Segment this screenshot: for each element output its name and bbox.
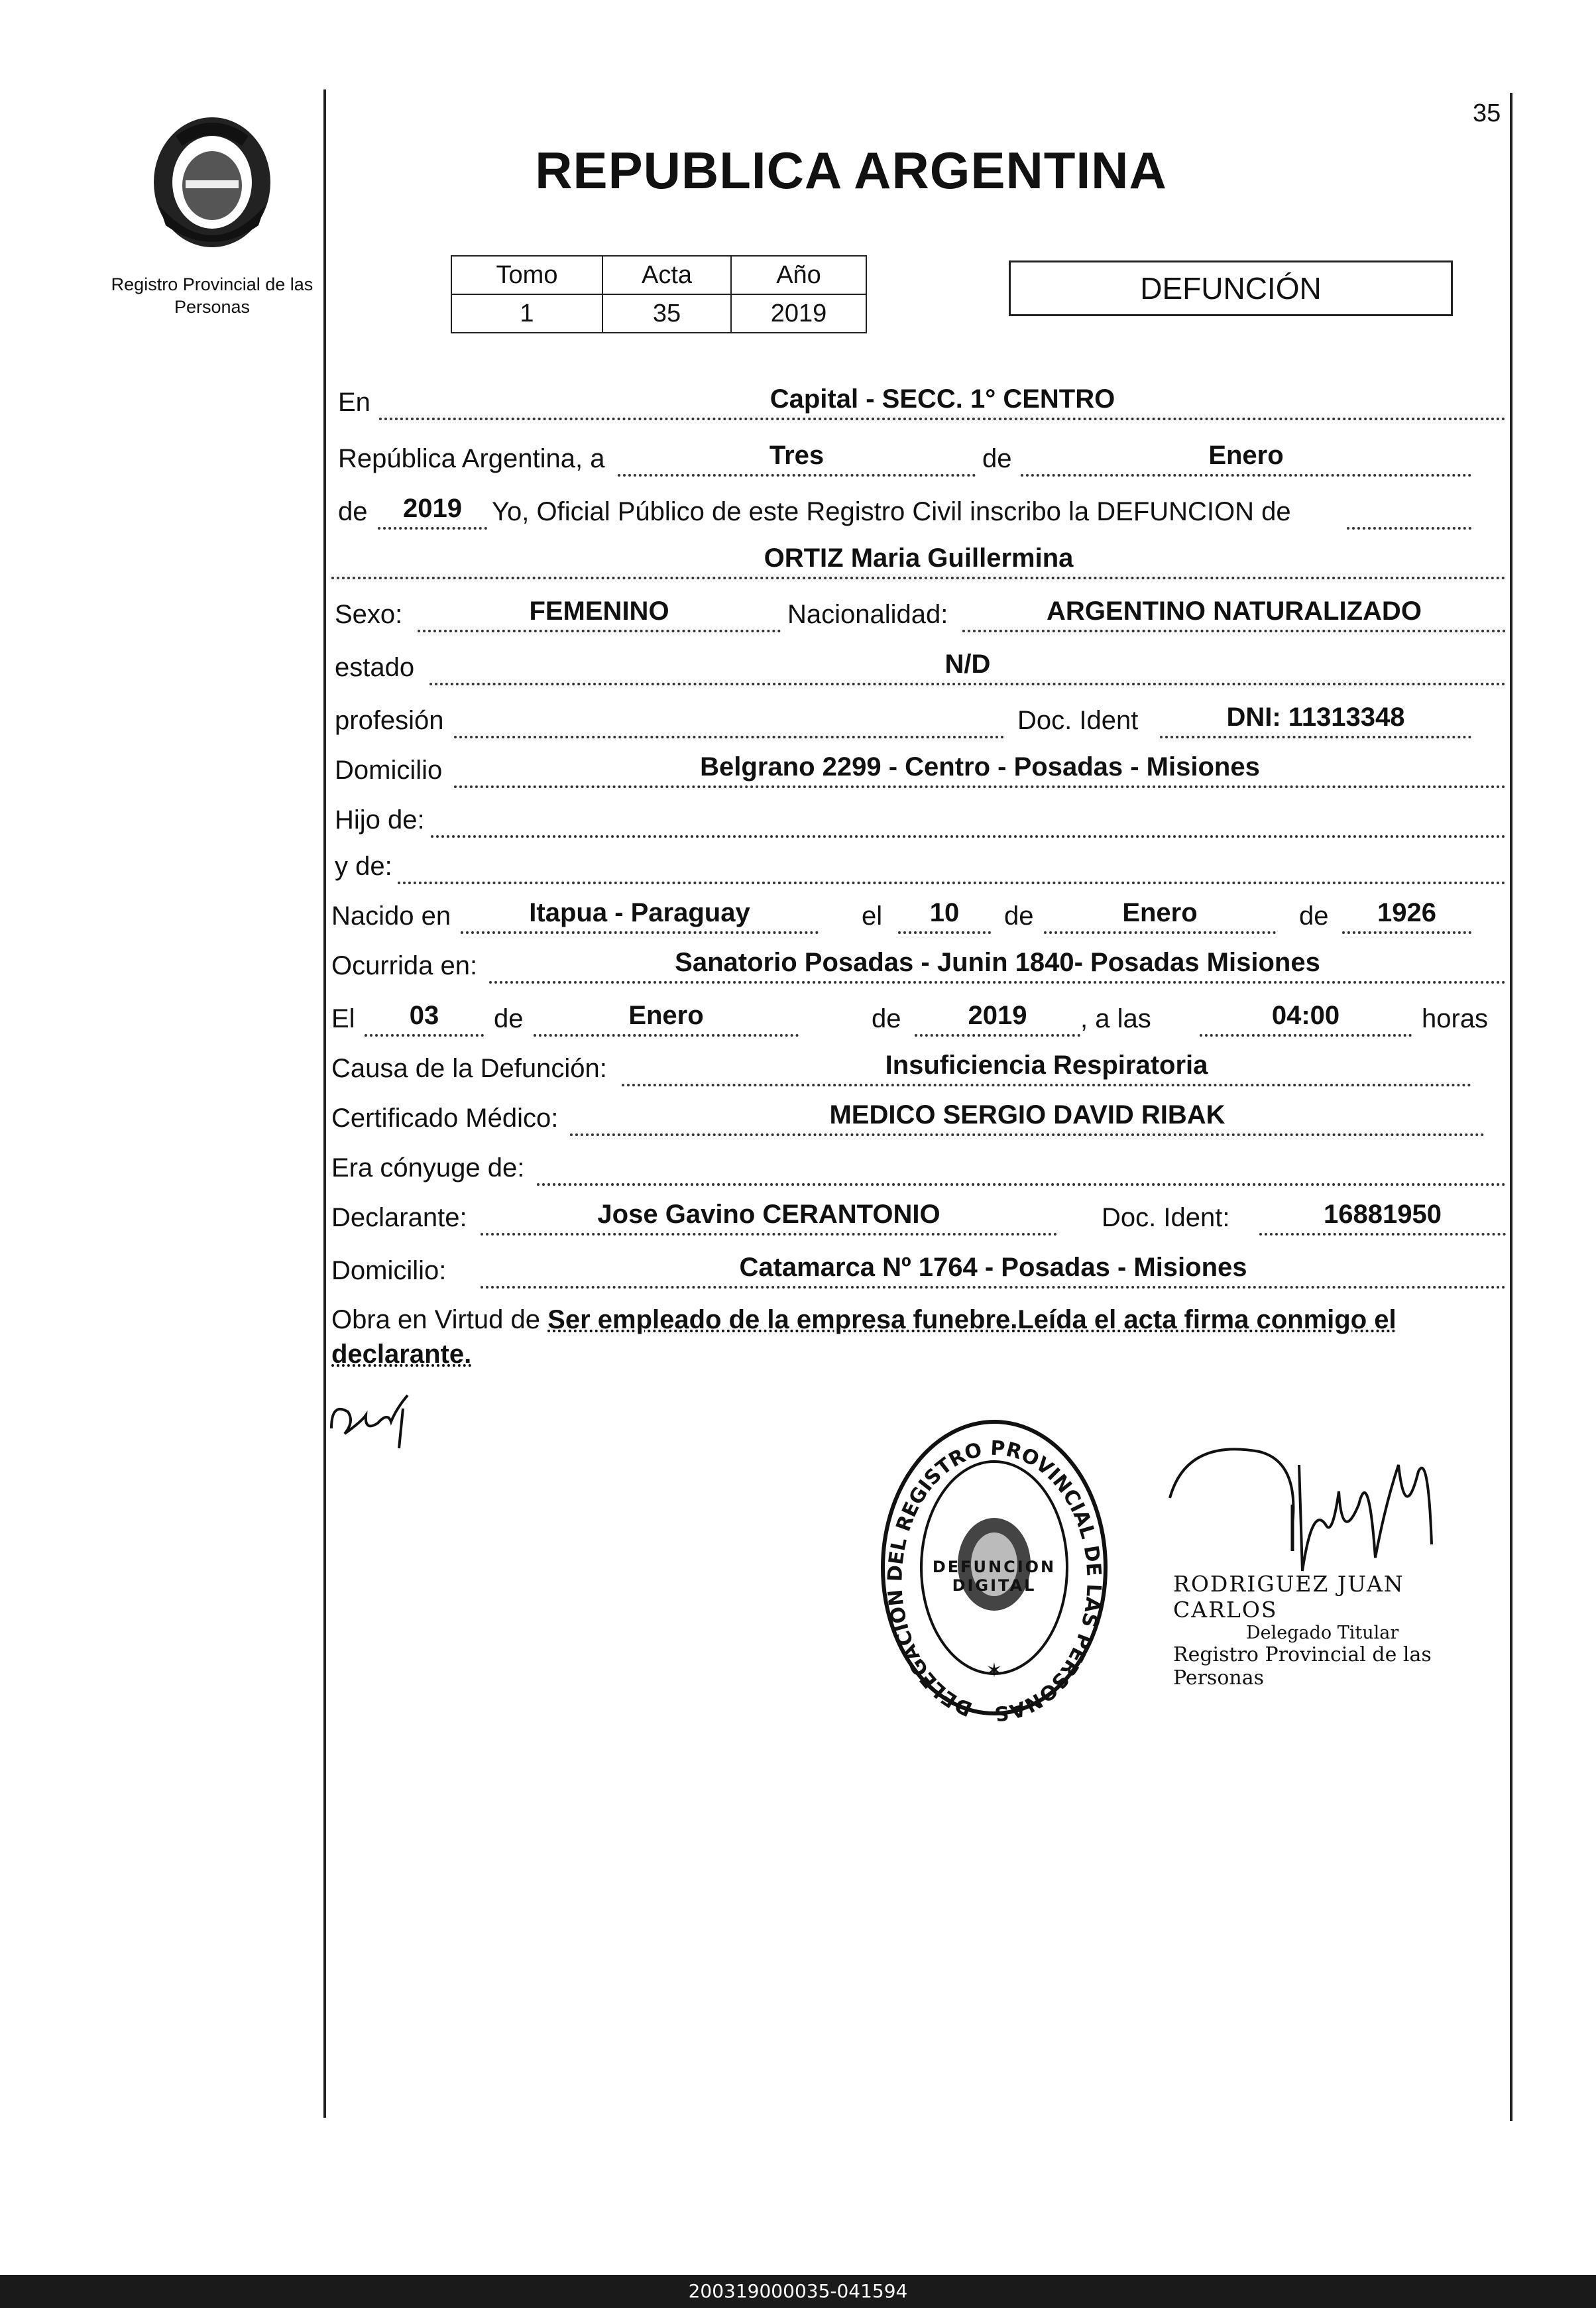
de6-label: de — [872, 1004, 901, 1033]
profesion-value — [454, 699, 1004, 738]
row-fecha-defuncion — [331, 994, 1508, 1041]
acta-header: Acta — [602, 256, 731, 294]
domicilio2-label: Domicilio: — [331, 1256, 447, 1285]
row-inscribo — [331, 487, 1508, 534]
right-margin-line — [1510, 93, 1512, 2121]
tomo-header: Tomo — [451, 256, 602, 294]
certificado-label: Certificado Médico: — [331, 1104, 559, 1133]
inscribo-blank — [1347, 490, 1471, 530]
en-value: Capital - SECC. 1° CENTRO — [379, 380, 1506, 420]
declarante-value: Jose Gavino CERANTONIO — [481, 1196, 1057, 1236]
alas-label: , a las — [1080, 1004, 1151, 1033]
conyuge-label: Era cónyuge de: — [331, 1153, 525, 1183]
sexo-value: FEMENINO — [418, 593, 781, 632]
ocurrida-value: Sanatorio Posadas - Junin 1840- Posadas Misiones — [489, 944, 1506, 984]
signatory-role: Delegado Titular — [1246, 1623, 1399, 1643]
obra-label: Obra en Virtud de — [331, 1305, 541, 1334]
death-day: 03 — [365, 997, 484, 1037]
yde-label: y de: — [335, 852, 392, 881]
page-title: REPUBLICA ARGENTINA — [535, 141, 1167, 200]
horas-label: horas — [1422, 1004, 1489, 1033]
nacionalidad-value: ARGENTINO NATURALIZADO — [962, 593, 1506, 632]
row-causa — [331, 1044, 1508, 1090]
row-conyuge — [331, 1143, 1508, 1190]
row-domicilio — [331, 746, 1508, 792]
year-value: 2019 — [378, 490, 487, 530]
signature-block — [1173, 1571, 1505, 1690]
row-sexo — [331, 590, 1508, 636]
signatory-name: RODRIGUEZ JUAN CARLOS — [1173, 1571, 1404, 1623]
de5-label: de — [494, 1004, 524, 1033]
footer-code: 200319000035-041594 — [0, 2275, 1596, 2308]
de-label: de — [982, 444, 1012, 473]
row-declarante — [331, 1193, 1508, 1240]
de3-label: de — [1004, 901, 1034, 931]
domicilio-label: Domicilio — [335, 756, 443, 785]
row-nombre — [331, 537, 1508, 583]
record-type-box: DEFUNCIÓN — [1009, 260, 1453, 316]
doc2-value: 16881950 — [1259, 1196, 1506, 1236]
doc2-label: Doc. Ident: — [1102, 1203, 1230, 1232]
hijo-label: Hijo de: — [335, 805, 425, 835]
nacido-value: Itapua - Paraguay — [461, 894, 819, 934]
row-certificado — [331, 1094, 1508, 1140]
certificado-value: MEDICO SERGIO DAVID RIBAK — [570, 1096, 1485, 1136]
birth-day: 10 — [898, 894, 991, 934]
death-time: 04:00 — [1200, 997, 1412, 1037]
sexo-label: Sexo: — [335, 600, 403, 629]
hijo-value — [431, 798, 1506, 838]
declarant-signature — [325, 1382, 437, 1455]
name-value: ORTIZ Maria Guillermina — [331, 540, 1506, 579]
row-profesion — [331, 696, 1508, 742]
row-en — [331, 378, 1508, 424]
yde-value — [398, 844, 1506, 884]
birth-month: Enero — [1044, 894, 1276, 934]
seal-ring-text: DELEGACION DEL REGISTRO PROVINCIAL DE LAS PERSONAS — [883, 1436, 1106, 1723]
anio-header: Año — [731, 256, 866, 294]
page-number: 35 — [1473, 99, 1501, 127]
estado-value: N/D — [429, 646, 1506, 685]
row-yde — [331, 842, 1508, 888]
row-hijo — [331, 795, 1508, 842]
nacionalidad-label: Nacionalidad: — [787, 600, 948, 629]
death-year: 2019 — [915, 997, 1080, 1037]
row-nacido — [331, 892, 1508, 938]
profesion-label: profesión — [335, 706, 444, 735]
anio-value: 2019 — [731, 294, 866, 333]
republica-label: República Argentina, a — [338, 444, 605, 473]
month-value: Enero — [1021, 437, 1471, 477]
doc-value: DNI: 11313348 — [1160, 699, 1471, 738]
ocurrida-label: Ocurrida en: — [331, 951, 478, 980]
obra-value: Ser empleado de la empresa funebre.Leída el acta firma conmigo el declarante. — [331, 1305, 1396, 1369]
el-label: el — [862, 901, 883, 931]
day-value: Tres — [618, 437, 976, 477]
nacido-label: Nacido en — [331, 901, 451, 931]
row-estado — [331, 643, 1508, 689]
death-month: Enero — [534, 997, 799, 1037]
svg-text:✶: ✶ — [986, 1660, 1003, 1682]
seal-inner-text: DEFUNCION DIGITAL — [932, 1558, 1056, 1595]
el2-label: El — [331, 1004, 355, 1033]
inscribo-text: Yo, Oficial Público de este Registro Civil inscribo la DEFUNCION de — [492, 497, 1291, 526]
tomo-value: 1 — [451, 294, 602, 333]
domicilio-value: Belgrano 2299 - Centro - Posadas - Misiones — [454, 748, 1506, 788]
declarante-label: Declarante: — [331, 1203, 467, 1232]
acta-value: 35 — [602, 294, 731, 333]
signatory-org: Registro Provincial de las Personas — [1173, 1643, 1432, 1690]
birth-year: 1926 — [1342, 894, 1471, 934]
en-label: En — [338, 388, 370, 417]
de4-label: de — [1299, 901, 1329, 931]
causa-value: Insuficiencia Respiratoria — [622, 1047, 1471, 1086]
domicilio2-value: Catamarca Nº 1764 - Posadas - Misiones — [481, 1249, 1506, 1289]
row-ocurrida — [331, 941, 1508, 988]
reference-table — [451, 255, 867, 333]
doc-label: Doc. Ident — [1017, 706, 1139, 735]
causa-label: Causa de la Defunción: — [331, 1054, 607, 1083]
registry-caption: Registro Provincial de las Personas — [111, 274, 314, 317]
conyuge-value — [537, 1146, 1506, 1186]
estado-label: estado — [335, 653, 415, 682]
de2-label: de — [338, 497, 368, 526]
row-fecha — [331, 434, 1508, 481]
left-margin-line — [323, 89, 326, 2118]
obra-paragraph — [331, 1302, 1501, 1371]
row-domicilio-declarante — [331, 1246, 1508, 1293]
